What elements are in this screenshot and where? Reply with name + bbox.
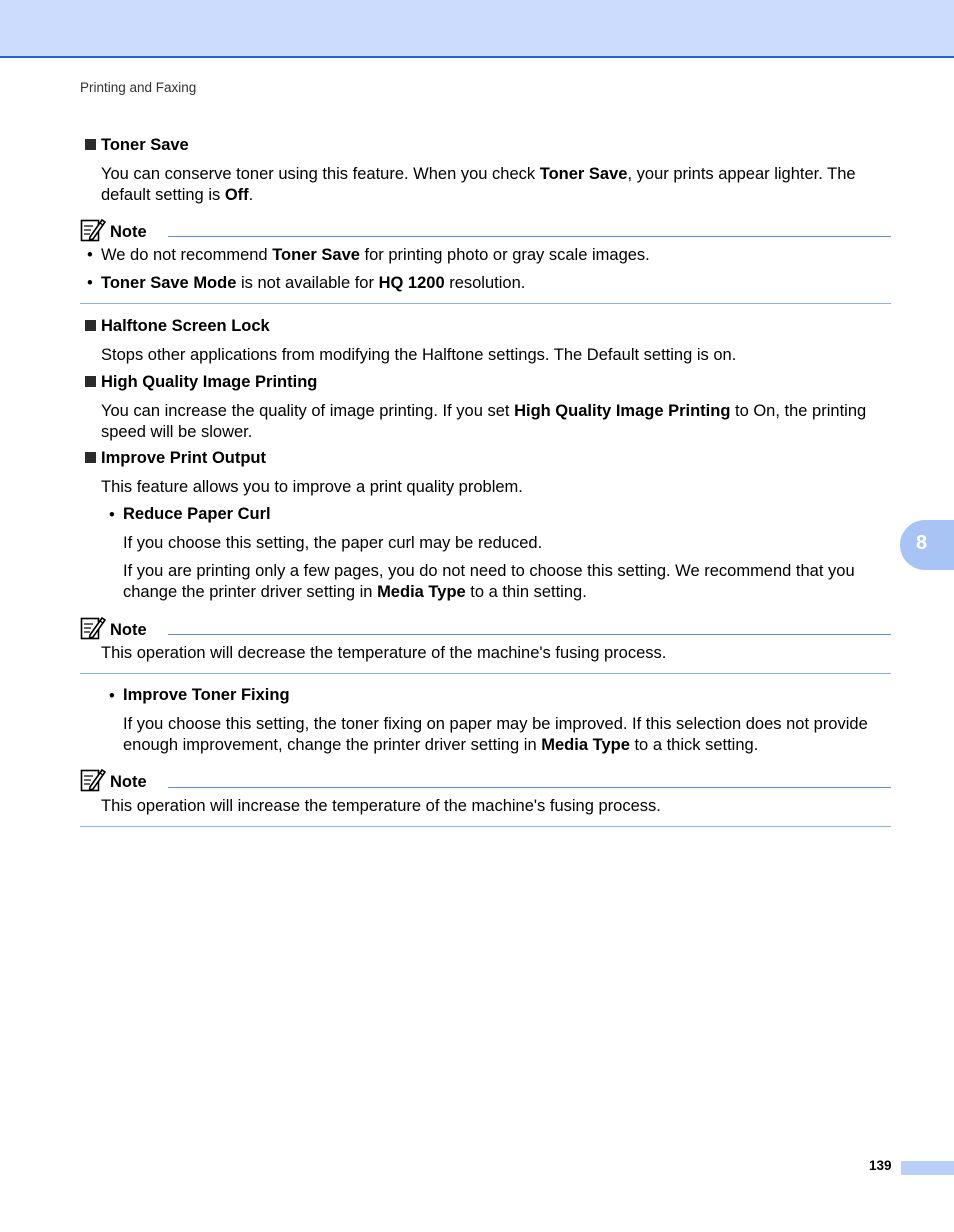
section-heading-halftone: Halftone Screen Lock bbox=[85, 317, 270, 336]
square-bullet-icon bbox=[85, 320, 96, 331]
note1-text-2: Toner Save Mode is not available for HQ 1200 resolution. bbox=[101, 274, 526, 292]
section-heading-toner-save: Toner Save bbox=[85, 136, 189, 155]
chapter-tab-number: 8 bbox=[916, 532, 928, 554]
square-bullet-icon bbox=[85, 452, 96, 463]
curl-text-1: If you choose this setting, the paper curl may be reduced. bbox=[123, 534, 543, 552]
note-divider bbox=[168, 236, 891, 237]
section-heading-hq-image: High Quality Image Printing bbox=[85, 373, 317, 392]
note-pencil-icon bbox=[80, 615, 106, 646]
footer-bar bbox=[901, 1161, 954, 1175]
square-bullet-icon bbox=[85, 139, 96, 150]
note-divider bbox=[168, 787, 891, 788]
hq-image-description: You can increase the quality of image printing. If you set High Quality Image Printing to On, the printing speed will be slower. bbox=[101, 402, 867, 441]
note1-text-1: We do not recommend Toner Save for printing photo or gray scale images. bbox=[101, 246, 650, 264]
note-divider bbox=[168, 634, 891, 635]
page-number: 139 bbox=[869, 1158, 892, 1173]
breadcrumb: Printing and Faxing bbox=[80, 80, 197, 95]
improve-output-description: This feature allows you to improve a print quality problem. bbox=[101, 478, 523, 496]
note-pencil-icon bbox=[80, 217, 106, 248]
note-end-divider bbox=[80, 303, 891, 304]
toner-save-description: You can conserve toner using this feature. When you check Toner Save, your prints appear lighter. The default setting is Off. bbox=[101, 165, 856, 204]
note-end-divider bbox=[80, 673, 891, 674]
note-label: Note bbox=[110, 621, 147, 639]
note-label: Note bbox=[110, 223, 147, 241]
subheading-reduce-paper-curl: Reduce Paper Curl bbox=[123, 505, 271, 523]
curl-text-2: If you are printing only a few pages, you do not need to choose this setting. We recommend that you change the printer driver setting in Media Type to a thin setting. bbox=[123, 562, 855, 601]
fixing-text: If you choose this setting, the toner fixing on paper may be improved. If this selection does not provide enough improvement, change the printer driver setting in Media Type to a thick setting. bbox=[123, 715, 868, 754]
note-pencil-icon bbox=[80, 767, 106, 798]
chapter-tab[interactable] bbox=[900, 520, 954, 570]
note2-text: This operation will decrease the temperature of the machine's fusing process. bbox=[101, 644, 667, 662]
section-heading-improve-output: Improve Print Output bbox=[85, 449, 266, 468]
curl-bullet: • bbox=[109, 506, 115, 524]
note-end-divider bbox=[80, 826, 891, 827]
note1-bullet-1: • bbox=[87, 246, 93, 264]
subheading-improve-toner-fixing: Improve Toner Fixing bbox=[123, 686, 290, 704]
square-bullet-icon bbox=[85, 376, 96, 387]
note1-bullet-2: • bbox=[87, 274, 93, 292]
header-band bbox=[0, 0, 954, 58]
fixing-bullet: • bbox=[109, 687, 115, 705]
halftone-description: Stops other applications from modifying the Halftone settings. The Default setting is on. bbox=[101, 346, 737, 364]
note-label: Note bbox=[110, 773, 147, 791]
note3-text: This operation will increase the temperature of the machine's fusing process. bbox=[101, 797, 661, 815]
